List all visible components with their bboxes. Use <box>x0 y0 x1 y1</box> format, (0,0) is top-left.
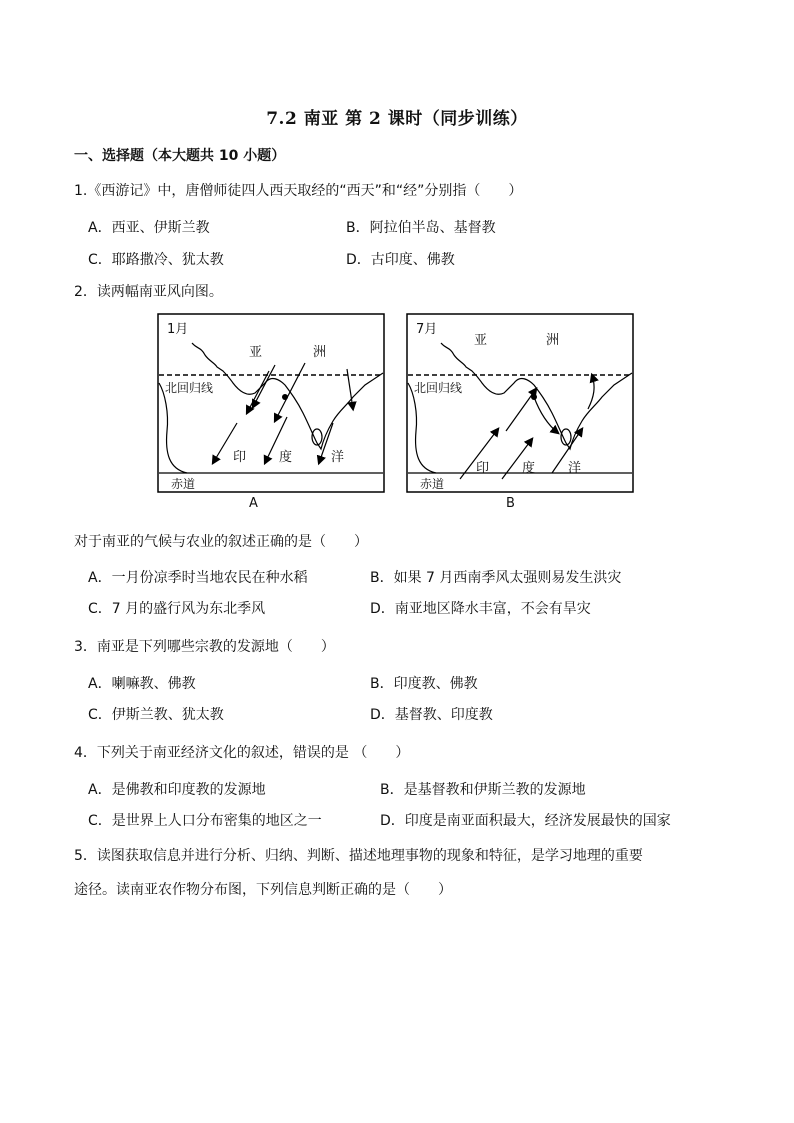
wind-map-a-drawing <box>157 313 385 493</box>
map-b-equator-label: 赤道 <box>420 477 445 491</box>
question-4-option-d[interactable]: D．印度是南亚面积最大，经济发展最快的国家 <box>380 813 671 829</box>
map-a-tropic-label: 北回归线 <box>165 381 214 395</box>
wind-map-b-drawing <box>406 313 634 493</box>
map-a-ocean-label-2: 度 <box>279 450 293 465</box>
question-3-option-a[interactable]: A．喇嘛教、佛教 <box>88 676 196 692</box>
map-b-caption: B <box>506 496 515 511</box>
question-1-stem: 1.《西游记》中，唐僧师徒四人西天取经的“西天”和“经”分别指（ ） <box>74 183 523 199</box>
question-3-stem: 3．南亚是下列哪些宗教的发源地（ ） <box>74 639 335 655</box>
map-a-equator-label: 赤道 <box>171 477 196 491</box>
page-title: 7.2 南亚 第 2 课时（同步训练） <box>266 109 528 129</box>
map-a-asia-label-2: 洲 <box>313 345 327 360</box>
map-b-ocean-label-1: 印 <box>476 461 490 476</box>
question-2-option-a[interactable]: A．一月份凉季时当地农民在种水稻 <box>88 570 308 586</box>
question-2-option-d[interactable]: D．南亚地区降水丰富，不会有旱灾 <box>370 601 591 617</box>
question-3-option-b[interactable]: B．印度教、佛教 <box>370 676 478 692</box>
question-4-stem: 4．下列关于南亚经济文化的叙述，错误的是 （ ） <box>74 745 410 761</box>
question-5-stem-line-2: 途径。读南亚农作物分布图，下列信息判断正确的是（ ） <box>74 882 452 898</box>
question-1-option-c[interactable]: C．耶路撒冷、犹太教 <box>88 252 224 268</box>
map-b-month-label: 7月 <box>416 322 438 337</box>
question-4-option-a[interactable]: A．是佛教和印度教的发源地 <box>88 782 266 798</box>
map-a-caption: A <box>249 496 258 511</box>
section-heading: 一、选择题（本大题共 10 小题） <box>74 148 286 164</box>
question-1-option-d[interactable]: D．古印度、佛教 <box>346 252 455 268</box>
map-b-ocean-label-2: 度 <box>522 461 536 476</box>
map-a-ocean-label-1: 印 <box>233 450 247 465</box>
question-1-option-a[interactable]: A．西亚、伊斯兰教 <box>88 220 210 236</box>
map-a-month-label: 1月 <box>167 322 189 337</box>
map-b-tropic-label: 北回归线 <box>414 381 463 395</box>
question-1-option-b[interactable]: B．阿拉伯半岛、基督教 <box>346 220 496 236</box>
wind-map-january <box>157 313 385 493</box>
question-3-option-c[interactable]: C．伊斯兰教、犹太教 <box>88 707 224 723</box>
map-b-asia-label-1: 亚 <box>474 333 488 348</box>
question-2-option-b[interactable]: B．如果 7 月西南季风太强则易发生洪灾 <box>370 570 622 586</box>
question-2-prompt: 对于南亚的气候与农业的叙述正确的是（ ） <box>74 534 368 550</box>
question-2-stem: 2．读两幅南亚风向图。 <box>74 284 223 300</box>
question-4-option-c[interactable]: C．是世界上人口分布密集的地区之一 <box>88 813 322 829</box>
map-a-ocean-label-3: 洋 <box>331 450 345 465</box>
map-b-ocean-label-3: 洋 <box>568 461 582 476</box>
question-3-option-d[interactable]: D．基督教、印度教 <box>370 707 493 723</box>
map-a-asia-label-1: 亚 <box>249 345 263 360</box>
wind-map-july <box>406 313 634 493</box>
question-5-stem-line-1: 5．读图获取信息并进行分析、归纳、判断、描述地理事物的现象和特征，是学习地理的重要 <box>74 848 643 864</box>
map-b-asia-label-2: 洲 <box>546 333 560 348</box>
question-4-option-b[interactable]: B．是基督教和伊斯兰教的发源地 <box>380 782 586 798</box>
question-2-option-c[interactable]: C．7 月的盛行风为东北季风 <box>88 601 266 617</box>
